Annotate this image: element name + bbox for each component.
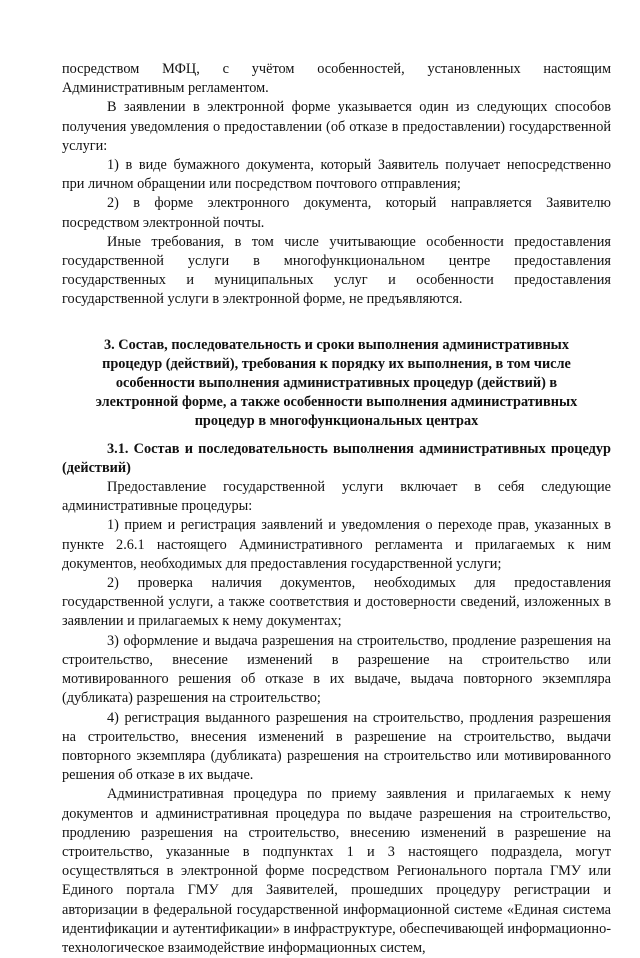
paragraph-procedures-intro: Предоставление государственной услуги включает в себя следующие административные процедуры:	[62, 479, 611, 515]
paragraph-notification-methods: В заявлении в электронной форме указывается один из следующих способов получения уведомления о предоставлении (об отказе в предоставлении) государственной услуги:	[62, 99, 611, 154]
list-item-paper-document: 1) в виде бумажного документа, который Заявитель получает непосредственно при личном обращении или посредством почтового отправления;	[62, 157, 611, 193]
document-page	[62, 60, 611, 958]
section-title: 3. Состав, последовательность и сроки выполнения административных процедур (действий), требования к порядку их выполнения, в том числе особенности выполнения административных процедур (действий) в электронной форме, а также особенности выполнения административных процедур в многофункциональных центрах	[95, 336, 578, 430]
paragraph-other-requirements: Иные требования, в том числе учитывающие особенности предоставления государственной услуги в многофункциональном центре предоставления государственных и муниципальных услуг и особенности предоставления государственной услуги в электронной форме, не предъявляются.	[62, 233, 611, 308]
list-item-procedure-4: 4) регистрация выданного разрешения на строительство, продления разрешения на строительство, внесения изменений в разрешение на строительство, выдачи повторного экземпляра (дубликата) разрешения на строительство или мотивированного решения об отказе в их выдаче.	[62, 709, 611, 784]
list-item-procedure-2: 2) проверка наличия документов, необходимых для предоставления государственной услуги, а также соответствия и достоверности сведений, изложенных в заявлении и прилагаемых к нему документах;	[62, 575, 611, 630]
list-item-procedure-3: 3) оформление и выдача разрешения на строительство, продление разрешения на строительство, внесение изменений в разрешение на строительство или мотивированного решения об отказе в их выдаче, выдача повторного экземпляра (дубликата) разрешения на строительство;	[62, 632, 611, 707]
list-item-electronic-document: 2) в форме электронного документа, который направляется Заявителю посредством электронной почты.	[62, 195, 611, 231]
subsection-title: 3.1. Состав и последовательность выполнения административных процедур (действий)	[62, 440, 611, 476]
list-item-procedure-1: 1) прием и регистрация заявлений и уведомления о переходе прав, указанных в пункте 2.6.1 настоящего Административного регламента и прилагаемых к ним документов, необходимых для предоставления государственной услуги;	[62, 517, 611, 572]
paragraph-electronic-form: Административная процедура по приему заявления и прилагаемых к нему документов и административная процедура по выдаче разрешения на строительство, продлению разрешения на строительство, внесению изменений в разрешение на строительство, указанные в подпунктах 1 и 3 настоящего подраздела, могут осуществляться в электронной форме посредством Регионального портала ГМУ или Единого портала ГМУ для Заявителей, прошедших процедуру регистрации и авторизации в федеральной государственной информационной системе «Единая система идентификации и аутентификации» в инфраструктуре, обеспечивающей информационно-технологическое взаимодействие информационных систем,	[62, 786, 611, 956]
paragraph-continuation: посредством МФЦ, с учётом особенностей, установленных настоящим Административным регламентом.	[62, 61, 611, 97]
